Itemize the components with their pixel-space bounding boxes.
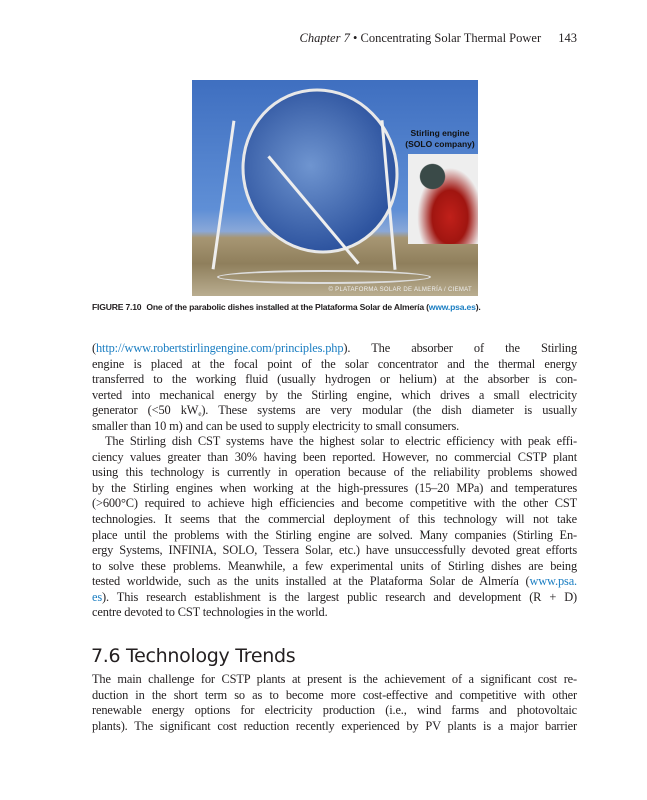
text-run: place until the problems with the Stirling engine are solved. Many companies (Stirling En- [92,527,577,542]
chapter-title: Concentrating Solar Thermal Power [360,31,542,45]
text-line [92,512,577,528]
text-line [92,450,577,466]
text-line [92,559,577,575]
engine-label-line1: Stirling engine [410,128,470,138]
running-head [299,31,577,46]
text-line [92,372,577,388]
hyperlink[interactable]: www.psa. [529,574,577,589]
text-line [92,481,577,497]
engine-label [402,128,478,150]
text-run: smaller than 10 m) and can be used to supply electricity to small consumers. [92,418,460,433]
section-heading: 7.6 Technology Trends [91,645,296,667]
text-run: technologies. It seems that the commercial deployment of this technology will not take [92,512,577,527]
text-line [92,703,577,719]
frame-strut [212,121,236,270]
text-run: ). This research establishment is the largest public research and development (R + D) [102,589,577,604]
text-line [92,403,577,419]
chapter-number: Chapter 7 [299,31,350,45]
text-run: The main challenge for CSTP plants at present is the achievement of a significant cost re- [92,672,577,686]
text-line [92,688,577,704]
text-run: ). These systems are very modular (the dish diameter is usually [201,403,577,418]
text-line [92,528,577,544]
text-line [92,605,577,621]
text-run: transferred to the working fluid (usually hydrogen or helium) at the absorber is con- [92,372,577,387]
text-run: ( [92,341,96,355]
caption-end: ). [475,302,481,312]
caption-link[interactable]: www.psa.es [428,302,476,312]
figure-photo-parabolic-dish [192,80,478,296]
hyperlink[interactable]: es [92,589,103,604]
text-run: plants). The significant cost reduction recently experienced by PV plants is a major barrier [92,718,577,733]
bullet: • [352,31,358,45]
text-run: ). The absorber of the Stirling [343,341,577,355]
text-line [92,496,577,512]
text-run: centre devoted to CST technologies in the world. [92,605,328,620]
text-run: tested worldwide, such as the units installed at the Plataforma Solar de Almería ( [92,574,530,589]
figure-caption [92,302,481,313]
text-run: renewable energy options for electricity production (i.e., wind farms and photovoltaic [92,703,577,718]
text-line [92,719,577,735]
paragraph-3 [92,672,577,734]
figure-label: FIGURE 7.10 [92,302,142,312]
text-run: generator (<50 kW [92,403,199,418]
stirling-engine-inset-photo [408,154,478,244]
text-run: duction in the short term so as to become more cost-effective and competitive with other [92,687,577,702]
text-line [92,434,577,450]
text-run: verted into mechanical energy by the Stirling engine, which drives a small electricity [92,387,577,402]
text-run: by the Stirling engines when working at the high-pressures (15–20 MPa) and temperatures [92,480,577,495]
subscript: e [198,410,202,419]
text-run: engine is placed at the focal point of the solar concentrator and the thermal energy [92,356,577,371]
text-run: ergy Systems, INFINIA, SOLO, Tessera Solar, etc.) have unsuccessfully devoted great efforts [92,543,577,558]
text-line [92,388,577,404]
text-line [92,543,577,559]
paragraph-2 [92,434,577,621]
photo-watermark: © PLATAFORMA SOLAR DE ALMERÍA / CIEMAT [328,287,472,293]
text-line [92,672,577,688]
paragraph-1 [92,341,577,434]
text-line [92,357,577,373]
engine-label-line2: (SOLO company) [405,139,475,149]
text-run: (>600°C) required to achieve high efficiencies and become competitive with the other CST [92,496,577,511]
text-run: to solve these problems. Meanwhile, a few experimental units of Stirling dishes are being [92,558,577,573]
text-line [92,341,577,357]
text-run: The Stirling dish CST systems have the highest solar to electric efficiency with peak effi- [105,434,577,449]
page-number: 143 [558,31,577,45]
text-line [92,419,577,435]
dish-reflector [220,80,420,274]
text-run: using this technology is currently in operation because of the reliability problems showed [92,465,577,480]
dish-base-ring [217,270,431,284]
text-run: ciency values greater than 30% having been reported. However, no commercial CSTP plant [92,449,577,464]
text-line [92,590,577,606]
caption-text: One of the parabolic dishes installed at the Plataforma Solar de Almería ( [146,302,429,312]
text-line [92,465,577,481]
text-line [92,574,577,590]
hyperlink[interactable]: http://www.robertstirlingengine.com/principles.php [95,341,344,355]
